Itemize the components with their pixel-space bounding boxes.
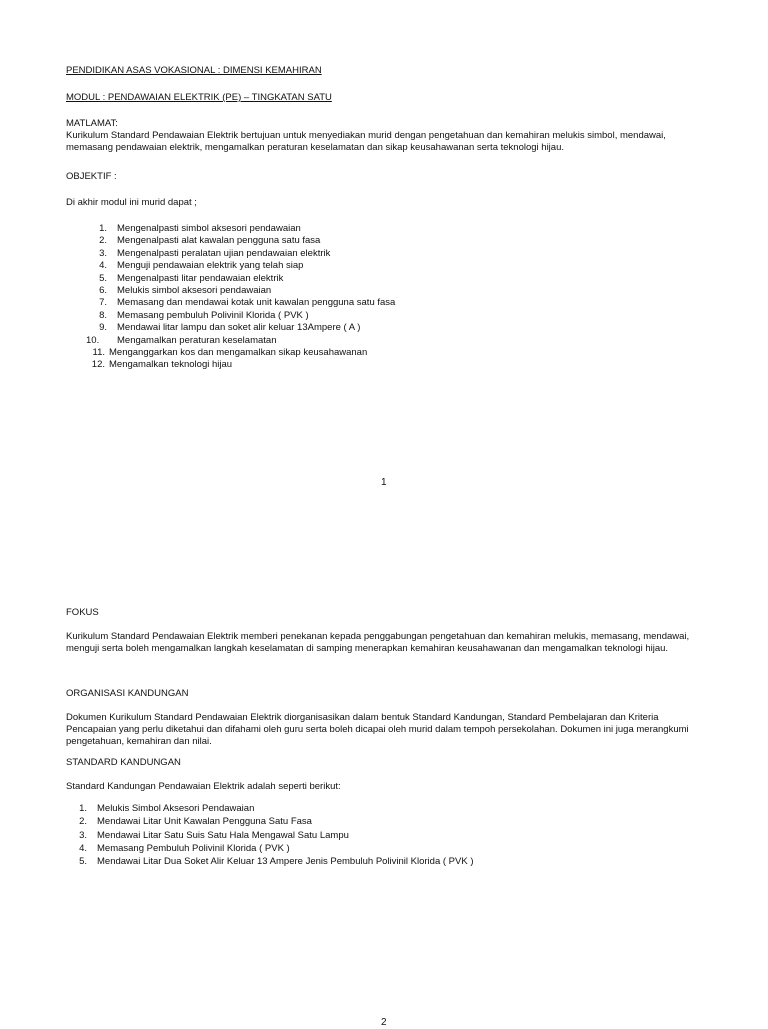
document-header-title: PENDIDIKAN ASAS VOKASIONAL : DIMENSI KEMAHIRAN — [66, 65, 322, 76]
fokus-heading: FOKUS — [66, 607, 99, 618]
list-text: Mengenalpasti peralatan ujian pendawaian elektrik — [117, 247, 331, 259]
objektif-intro: Di akhir modul ini murid dapat ; — [66, 197, 197, 208]
list-text: Mendawai Litar Satu Suis Satu Hala Mengawal Satu Lampu — [97, 829, 349, 841]
list-item — [86, 248, 395, 260]
list-number: 5. — [99, 272, 107, 284]
list-text: Mengenalpasti litar pendawaian elektrik — [117, 272, 284, 284]
list-item — [86, 260, 395, 272]
list-item — [66, 830, 474, 843]
matlamat-heading: MATLAMAT: — [66, 118, 118, 129]
list-number: 7. — [99, 297, 107, 309]
list-item — [86, 322, 395, 334]
list-number: 1. — [99, 223, 107, 234]
list-text: Memasang dan mendawai kotak unit kawalan pengguna satu fasa — [117, 297, 396, 309]
list-number: 3. — [79, 829, 87, 841]
list-number: 4. — [79, 842, 87, 854]
list-item — [86, 335, 395, 347]
list-item — [66, 843, 474, 856]
list-number: 3. — [99, 247, 107, 259]
list-number: 5. — [79, 856, 87, 868]
list-item — [86, 223, 395, 235]
organisasi-paragraph: Dokumen Kurikulum Standard Pendawaian Elektrik diorganisasikan dalam bentuk Standard Kandungan, Standard Pembelajaran dan Kriteria Pencapaian yang perlu diketahui dan difahami oleh guru serta boleh dicapai oleh murid dalam tempoh persekolahan. Dokumen ini juga merangkumi pengetahuan, kemahiran dan nilai. — [66, 712, 689, 747]
standard-heading: STANDARD KANDUNGAN — [66, 757, 181, 768]
list-item — [86, 285, 395, 297]
list-number: 11. — [92, 346, 105, 358]
list-text: Mengenalpasti simbol aksesori pendawaian — [117, 223, 301, 234]
list-item — [86, 347, 395, 359]
list-number: 1. — [79, 803, 87, 814]
organisasi-heading: ORGANISASI KANDUNGAN — [66, 688, 189, 699]
list-item — [86, 359, 395, 371]
list-text: Mendawai Litar Unit Kawalan Pengguna Satu Fasa — [97, 816, 312, 828]
page-number: 1 — [381, 477, 387, 488]
list-number: 2. — [99, 235, 107, 247]
list-text: Melukis simbol aksesori pendawaian — [117, 284, 272, 296]
list-text: Mendawai Litar Dua Soket Alir Keluar 13 Ampere Jenis Pembuluh Polivinil Klorida ( PVK ) — [97, 856, 474, 868]
list-number: 2. — [79, 816, 87, 828]
list-text: Mengamalkan teknologi hijau — [109, 359, 233, 371]
list-text: Menganggarkan kos dan mengamalkan sikap keusahawanan — [109, 346, 368, 358]
list-item — [86, 235, 395, 247]
list-text: Mengamalkan peraturan keselamatan — [117, 334, 277, 346]
list-text: Menguji pendawaian elektrik yang telah siap — [117, 260, 304, 272]
matlamat-paragraph: Kurikulum Standard Pendawaian Elektrik bertujuan untuk menyediakan murid dengan pengetahuan dan kemahiran melukis simbol, mendawai, memasang pendawaian elektrik, mengamalkan peraturan keselamatan dan sikap keusahawanan serta teknologi hijau. — [66, 130, 666, 153]
list-item — [66, 816, 474, 829]
standard-intro: Standard Kandungan Pendawaian Elektrik adalah seperti berikut: — [66, 781, 341, 792]
list-text: Mendawai litar lampu dan soket alir keluar 13Ampere ( A ) — [117, 322, 361, 334]
list-item — [66, 856, 474, 869]
list-number: 12. — [91, 359, 105, 371]
list-number: 10. — [86, 334, 100, 346]
list-text: Mengenalpasti alat kawalan pengguna satu fasa — [117, 235, 321, 247]
list-item — [66, 803, 474, 816]
list-item — [86, 273, 395, 285]
fokus-paragraph: Kurikulum Standard Pendawaian Elektrik memberi penekanan kepada penggabungan pengetahuan dan kemahiran melukis, memasang, mendawai, menguji serta boleh mengamalkan langkah keselamatan di samping menerapkan kemahiran keusahawanan dan mengamalkan teknologi hijau. — [66, 631, 690, 654]
standard-list — [66, 803, 474, 869]
list-text: Memasang Pembuluh Polivinil Klorida ( PVK ) — [97, 842, 290, 854]
list-item — [86, 297, 395, 309]
objektif-list — [86, 223, 395, 372]
list-item — [86, 310, 395, 322]
list-text: Melukis Simbol Aksesori Pendawaian — [97, 803, 255, 814]
list-number: 9. — [99, 322, 107, 334]
objektif-heading: OBJEKTIF : — [66, 171, 117, 182]
module-title: MODUL : PENDAWAIAN ELEKTRIK (PE) – TINGKATAN SATU — [66, 92, 332, 103]
list-number: 8. — [99, 309, 107, 321]
list-number: 4. — [99, 260, 107, 272]
list-text: Memasang pembuluh Polivinil Klorida ( PVK ) — [117, 309, 309, 321]
page-number: 2 — [381, 1017, 387, 1028]
list-number: 6. — [99, 284, 107, 296]
